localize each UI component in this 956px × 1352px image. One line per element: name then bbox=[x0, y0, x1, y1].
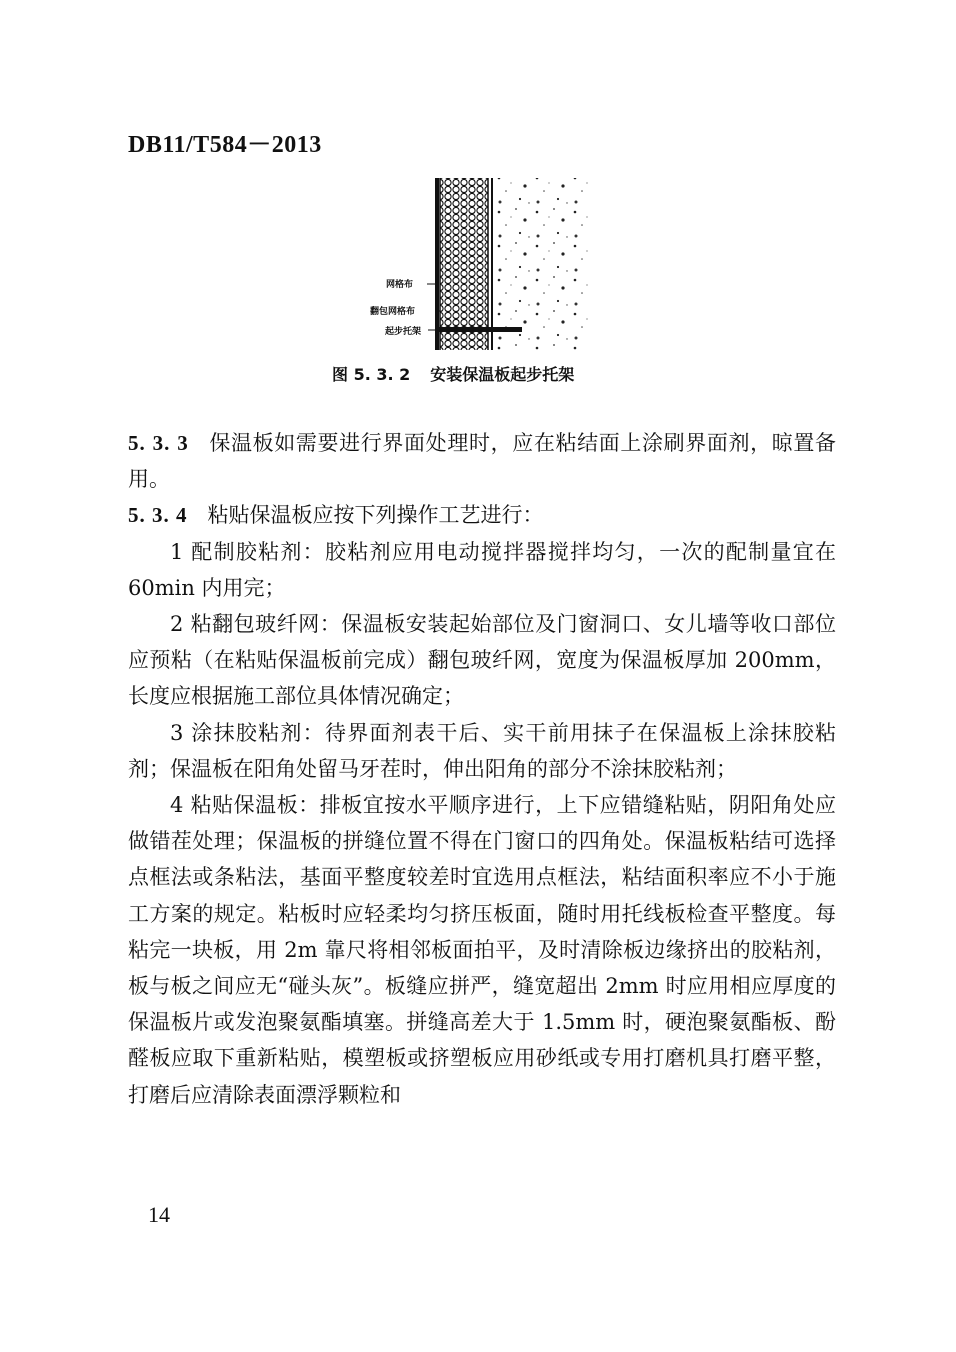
list-item: 2 粘翻包玻纤网：保温板安装起始部位及门窗洞口、女儿墙等收口部位应预粘（在粘贴保温板前完成）翻包玻纤网，宽度为保温板厚加 200mm，长度应根据施工部位具体情况确定； bbox=[128, 612, 836, 709]
starter-bracket-figure bbox=[370, 172, 640, 362]
figure-title: 安装保温板起步托架 bbox=[430, 365, 575, 384]
list-item: 3 涂抹胶粘剂：待界面剂表干后、实干前用抹子在保温板上涂抹胶粘剂；保温板在阳角处留马牙茬时，伸出阳角的部分不涂抹胶粘剂； bbox=[128, 720, 836, 781]
clause-5-3-4 bbox=[128, 497, 836, 533]
body-text bbox=[128, 425, 836, 1113]
clause-text: 粘贴保温板应按下列操作工艺进行： bbox=[207, 503, 544, 528]
list-item: 1 配制胶粘剂：胶粘剂应用电动搅拌器搅拌均匀，一次的配制量宜在 60min 内用完； bbox=[128, 539, 836, 600]
clause-number: 5. 3. 3 bbox=[128, 431, 189, 455]
starter-bracket-label: 起步托架 bbox=[385, 327, 422, 337]
wrap-mesh-label: 翻包网格布 bbox=[370, 307, 416, 317]
clause-text: 保温板如需要进行界面处理时，应在粘结面上涂刷界面剂，晾置备用。 bbox=[128, 431, 837, 492]
mesh-label: 网格布 bbox=[386, 280, 414, 290]
page-number: 14 bbox=[148, 1202, 170, 1227]
list-item: 4 粘贴保温板：排板宜按水平顺序进行，上下应错缝粘贴，阴阳角处应做错茬处理；保温板的拼缝位置不得在门窗口的四角处。保温板粘结可选择点框法或条粘法，基面平整度较差时宜选用点框法，粘结面积率应不小于施工方案的规定。粘板时应轻柔均匀挤压板面，随时用托线板检查平整度。每粘完一块板，用 2m 靠尺将相邻板面拍平，及时清除板边缘挤出的胶粘剂，板与板之间应无“碰头灰”。板缝应拼严，缝宽超出 2mm 时应用相应厚度的保温板片或发泡聚氨酯填塞。拼缝高差大于 1.5mm 时，硬泡聚氨酯板、酚醛板应取下重新粘贴，模塑板或挤塑板应用砂纸或专用打磨机具打磨平整，打磨后应清除表面漂浮颗粒和 bbox=[128, 793, 836, 1107]
standard-code: DB11/T584－2013 bbox=[128, 132, 322, 158]
clause-number: 5. 3. 4 bbox=[128, 503, 188, 528]
figure-number: 图 5. 3. 2 bbox=[332, 365, 411, 384]
clause-5-3-3 bbox=[128, 425, 836, 497]
figure-caption bbox=[332, 362, 574, 385]
